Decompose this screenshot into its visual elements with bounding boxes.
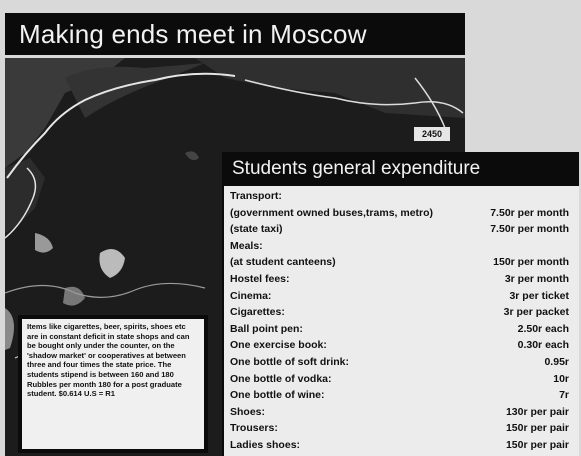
expenditure-item-value: 7.50r per month — [490, 206, 569, 219]
expenditure-item-label: Transport: — [230, 190, 282, 202]
expenditure-item-label: (state taxi) — [230, 223, 283, 236]
expenditure-item-label: Ladies shoes: — [230, 439, 301, 451]
page-title: Making ends meet in Moscow — [5, 13, 465, 55]
expenditure-item-value: 150r per pair — [505, 422, 569, 435]
expenditure-item-label: One bottle of wine: — [230, 389, 325, 402]
expenditure-item-value: 10r — [553, 372, 569, 385]
expenditure-item-label: Trousers: — [230, 422, 278, 435]
expenditure-row — [230, 339, 569, 355]
expenditure-item-value: 7.50r per month — [490, 223, 569, 236]
expenditure-row — [230, 323, 569, 339]
expenditure-item-value: 7r — [559, 389, 569, 402]
expenditure-item-label: Cinema: — [230, 289, 272, 302]
expenditure-row — [230, 290, 569, 306]
expenditure-row — [230, 406, 569, 422]
expenditure-row — [230, 256, 569, 272]
expenditure-header: Students general expenditure — [222, 152, 579, 186]
expenditure-item-label: One exercise book: — [230, 339, 327, 352]
expenditure-table — [222, 186, 579, 456]
expenditure-row — [230, 190, 569, 206]
expenditure-item-value: 3r per ticket — [509, 289, 569, 302]
expenditure-item-label: One bottle of soft drink: — [230, 356, 349, 368]
expenditure-row — [230, 356, 569, 372]
expenditure-item-label: (at student canteens) — [230, 256, 336, 269]
notes-box: Items like cigarettes, beer, spirits, shoes etc are in constant deficit in state shops and can be bought only under the counter, on the 'shadow market' or cooperatives at between three and four times the state price. The students stipend is between 160 and 180 Rubbles per month 180 for a post graduate student. $0.614 U.S = R1 — [18, 315, 208, 453]
expenditure-row — [230, 207, 569, 223]
expenditure-row — [230, 422, 569, 438]
expenditure-row — [230, 389, 569, 405]
expenditure-item-label: Hostel fees: — [230, 273, 290, 285]
expenditure-item-label: Ball point pen: — [230, 322, 303, 335]
map-badge: 2450 — [414, 127, 450, 141]
expenditure-item-value: 0.30r each — [517, 339, 569, 352]
expenditure-item-value: 3r per month — [504, 273, 569, 285]
expenditure-item-label: One bottle of vodka: — [230, 372, 332, 385]
expenditure-item-label: Meals: — [230, 239, 263, 252]
expenditure-row — [230, 439, 569, 455]
expenditure-row — [230, 273, 569, 289]
expenditure-item-value: 150r per month — [493, 256, 569, 269]
expenditure-item-value: 0.95r — [544, 356, 569, 368]
expenditure-item-value: 150r per pair — [505, 439, 569, 451]
expenditure-item-label: Cigarettes: — [230, 306, 285, 319]
expenditure-row — [230, 223, 569, 239]
expenditure-row — [230, 306, 569, 322]
expenditure-item-value: 2.50r each — [517, 322, 569, 335]
expenditure-item-label: (government owned buses,trams, metro) — [230, 206, 434, 219]
expenditure-item-value: 3r per packet — [503, 306, 569, 319]
expenditure-item-label: Shoes: — [230, 405, 266, 418]
expenditure-row — [230, 373, 569, 389]
expenditure-row — [230, 240, 569, 256]
expenditure-item-value: 130r per pair — [505, 405, 569, 418]
